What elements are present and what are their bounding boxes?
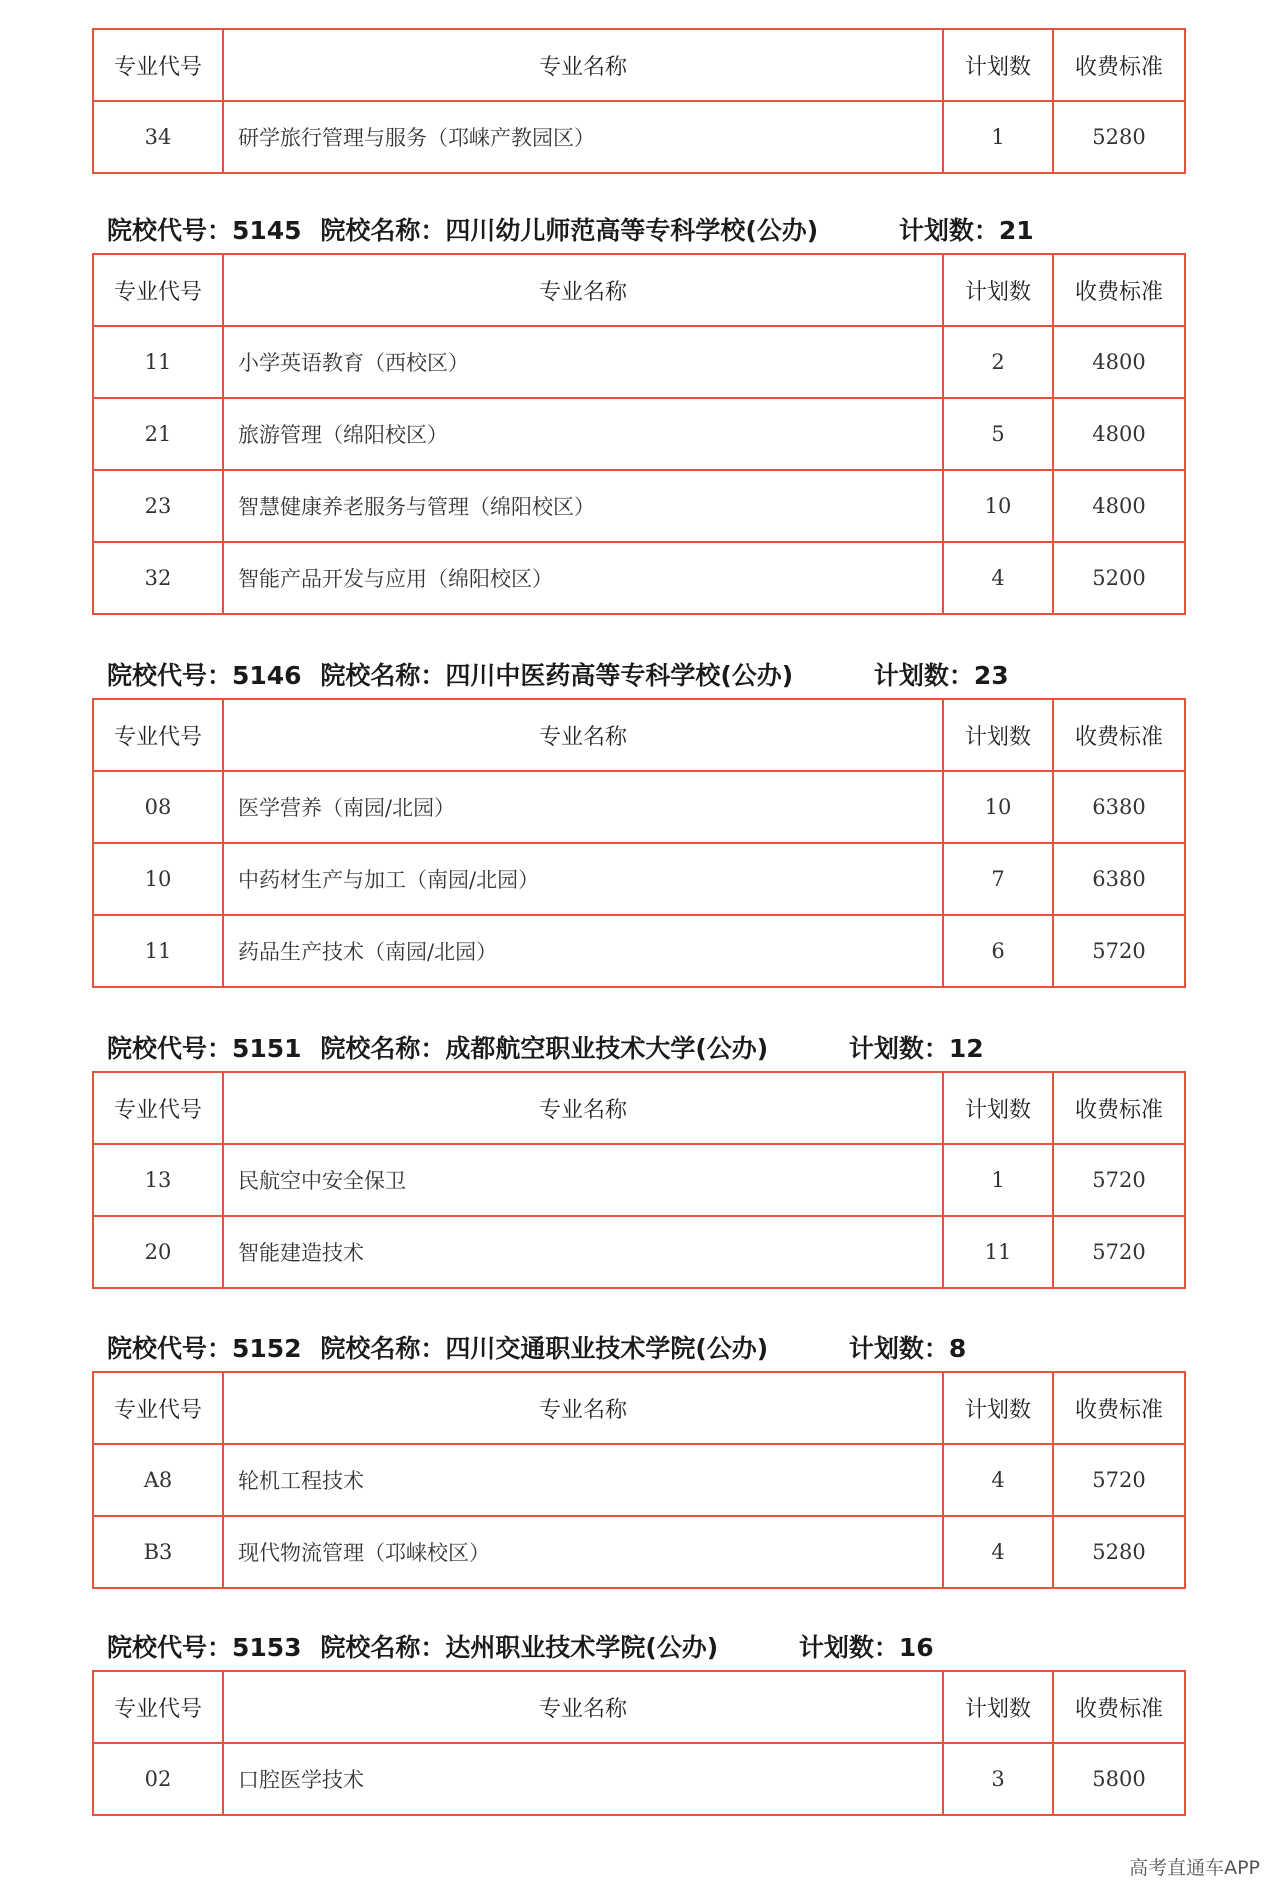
major-name: 智能建造技术	[223, 1216, 943, 1288]
plan-count: 7	[943, 843, 1053, 915]
major-name: 研学旅行管理与服务（邛崃产教园区）	[223, 101, 943, 173]
tuition-fee: 5280	[1053, 101, 1185, 173]
major-name: 药品生产技术（南园/北园）	[223, 915, 943, 987]
school-name-label: 院校名称：达州职业技术学院(公办)	[320, 1633, 719, 1662]
plan-count: 4	[943, 1444, 1053, 1516]
major-name: 智能产品开发与应用（绵阳校区）	[223, 542, 943, 614]
major-name: 口腔医学技术	[223, 1743, 943, 1815]
tuition-fee: 4800	[1053, 398, 1185, 470]
school-plan-label: 计划数：23	[873, 661, 1009, 690]
major-name: 旅游管理（绵阳校区）	[223, 398, 943, 470]
school-header	[107, 656, 1009, 696]
table-row	[93, 398, 1185, 470]
major-code: 32	[93, 542, 223, 614]
table-row	[93, 542, 1185, 614]
school-name-label: 院校名称：四川交通职业技术学院(公办)	[320, 1334, 769, 1363]
table-row	[93, 101, 1185, 173]
major-code: 21	[93, 398, 223, 470]
major-code: 08	[93, 771, 223, 843]
major-table	[92, 1371, 1186, 1589]
major-code: 13	[93, 1144, 223, 1216]
tuition-fee: 5200	[1053, 542, 1185, 614]
major-code: 11	[93, 326, 223, 398]
tuition-fee: 5720	[1053, 915, 1185, 987]
major-table	[92, 698, 1186, 988]
major-name: 民航空中安全保卫	[223, 1144, 943, 1216]
plan-count: 10	[943, 771, 1053, 843]
school-name-label: 院校名称：成都航空职业技术大学(公办)	[320, 1034, 769, 1063]
column-header-plan: 计划数	[943, 1372, 1053, 1444]
school-code-label: 院校代号：5151	[107, 1034, 302, 1063]
column-header-code: 专业代号	[93, 29, 223, 101]
column-header-code: 专业代号	[93, 1671, 223, 1743]
column-header-name: 专业名称	[223, 254, 943, 326]
major-code: 02	[93, 1743, 223, 1815]
table-row	[93, 1144, 1185, 1216]
major-name: 智慧健康养老服务与管理（绵阳校区）	[223, 470, 943, 542]
major-code: B3	[93, 1516, 223, 1588]
column-header-plan: 计划数	[943, 254, 1053, 326]
tuition-fee: 5280	[1053, 1516, 1185, 1588]
table-row	[93, 771, 1185, 843]
table-row	[93, 1216, 1185, 1288]
school-plan-label: 计划数：21	[898, 216, 1034, 245]
column-header-fee: 收费标准	[1053, 254, 1185, 326]
column-header-name: 专业名称	[223, 699, 943, 771]
table-header-row	[93, 1372, 1185, 1444]
table-row	[93, 326, 1185, 398]
major-name: 医学营养（南园/北园）	[223, 771, 943, 843]
tuition-fee: 4800	[1053, 326, 1185, 398]
table-header-row	[93, 254, 1185, 326]
plan-count: 2	[943, 326, 1053, 398]
school-name-label: 院校名称：四川中医药高等专科学校(公办)	[320, 661, 794, 690]
major-name: 现代物流管理（邛崃校区）	[223, 1516, 943, 1588]
tuition-fee: 5720	[1053, 1444, 1185, 1516]
column-header-name: 专业名称	[223, 1072, 943, 1144]
plan-count: 4	[943, 542, 1053, 614]
plan-count: 4	[943, 1516, 1053, 1588]
school-plan-label: 计划数：8	[848, 1334, 967, 1363]
column-header-plan: 计划数	[943, 699, 1053, 771]
major-code: 20	[93, 1216, 223, 1288]
school-plan-label: 计划数：16	[798, 1633, 934, 1662]
table-row	[93, 843, 1185, 915]
table-row	[93, 1444, 1185, 1516]
school-code-label: 院校代号：5146	[107, 661, 302, 690]
table-header-row	[93, 1072, 1185, 1144]
school-code-label: 院校代号：5145	[107, 216, 302, 245]
major-code: 10	[93, 843, 223, 915]
tuition-fee: 4800	[1053, 470, 1185, 542]
school-header	[107, 1628, 934, 1668]
plan-count: 3	[943, 1743, 1053, 1815]
column-header-fee: 收费标准	[1053, 699, 1185, 771]
column-header-code: 专业代号	[93, 699, 223, 771]
major-code: 23	[93, 470, 223, 542]
major-table	[92, 1071, 1186, 1289]
table-row	[93, 1516, 1185, 1588]
tuition-fee: 5720	[1053, 1144, 1185, 1216]
school-header	[107, 1029, 984, 1069]
major-code: A8	[93, 1444, 223, 1516]
table-header-row	[93, 1671, 1185, 1743]
major-table	[92, 28, 1186, 174]
column-header-name: 专业名称	[223, 29, 943, 101]
school-code-label: 院校代号：5153	[107, 1633, 302, 1662]
column-header-fee: 收费标准	[1053, 1671, 1185, 1743]
plan-count: 1	[943, 101, 1053, 173]
school-plan-label: 计划数：12	[848, 1034, 984, 1063]
school-header	[107, 1329, 966, 1369]
tuition-fee: 6380	[1053, 771, 1185, 843]
column-header-plan: 计划数	[943, 1072, 1053, 1144]
column-header-fee: 收费标准	[1053, 1372, 1185, 1444]
column-header-code: 专业代号	[93, 1072, 223, 1144]
tuition-fee: 5800	[1053, 1743, 1185, 1815]
plan-count: 6	[943, 915, 1053, 987]
major-table	[92, 253, 1186, 615]
plan-count: 10	[943, 470, 1053, 542]
major-code: 34	[93, 101, 223, 173]
tuition-fee: 6380	[1053, 843, 1185, 915]
column-header-fee: 收费标准	[1053, 29, 1185, 101]
table-header-row	[93, 29, 1185, 101]
major-name: 轮机工程技术	[223, 1444, 943, 1516]
plan-count: 1	[943, 1144, 1053, 1216]
table-header-row	[93, 699, 1185, 771]
school-header	[107, 211, 1034, 251]
major-table	[92, 1670, 1186, 1816]
table-row	[93, 470, 1185, 542]
plan-count: 11	[943, 1216, 1053, 1288]
column-header-code: 专业代号	[93, 1372, 223, 1444]
table-row	[93, 1743, 1185, 1815]
column-header-plan: 计划数	[943, 1671, 1053, 1743]
column-header-name: 专业名称	[223, 1372, 943, 1444]
plan-count: 5	[943, 398, 1053, 470]
major-name: 中药材生产与加工（南园/北园）	[223, 843, 943, 915]
column-header-name: 专业名称	[223, 1671, 943, 1743]
major-name: 小学英语教育（西校区）	[223, 326, 943, 398]
tuition-fee: 5720	[1053, 1216, 1185, 1288]
major-code: 11	[93, 915, 223, 987]
column-header-plan: 计划数	[943, 29, 1053, 101]
column-header-fee: 收费标准	[1053, 1072, 1185, 1144]
school-name-label: 院校名称：四川幼儿师范高等专科学校(公办)	[320, 216, 819, 245]
school-code-label: 院校代号：5152	[107, 1334, 302, 1363]
table-row	[93, 915, 1185, 987]
watermark: 高考直通车APP	[1129, 1857, 1260, 1879]
column-header-code: 专业代号	[93, 254, 223, 326]
